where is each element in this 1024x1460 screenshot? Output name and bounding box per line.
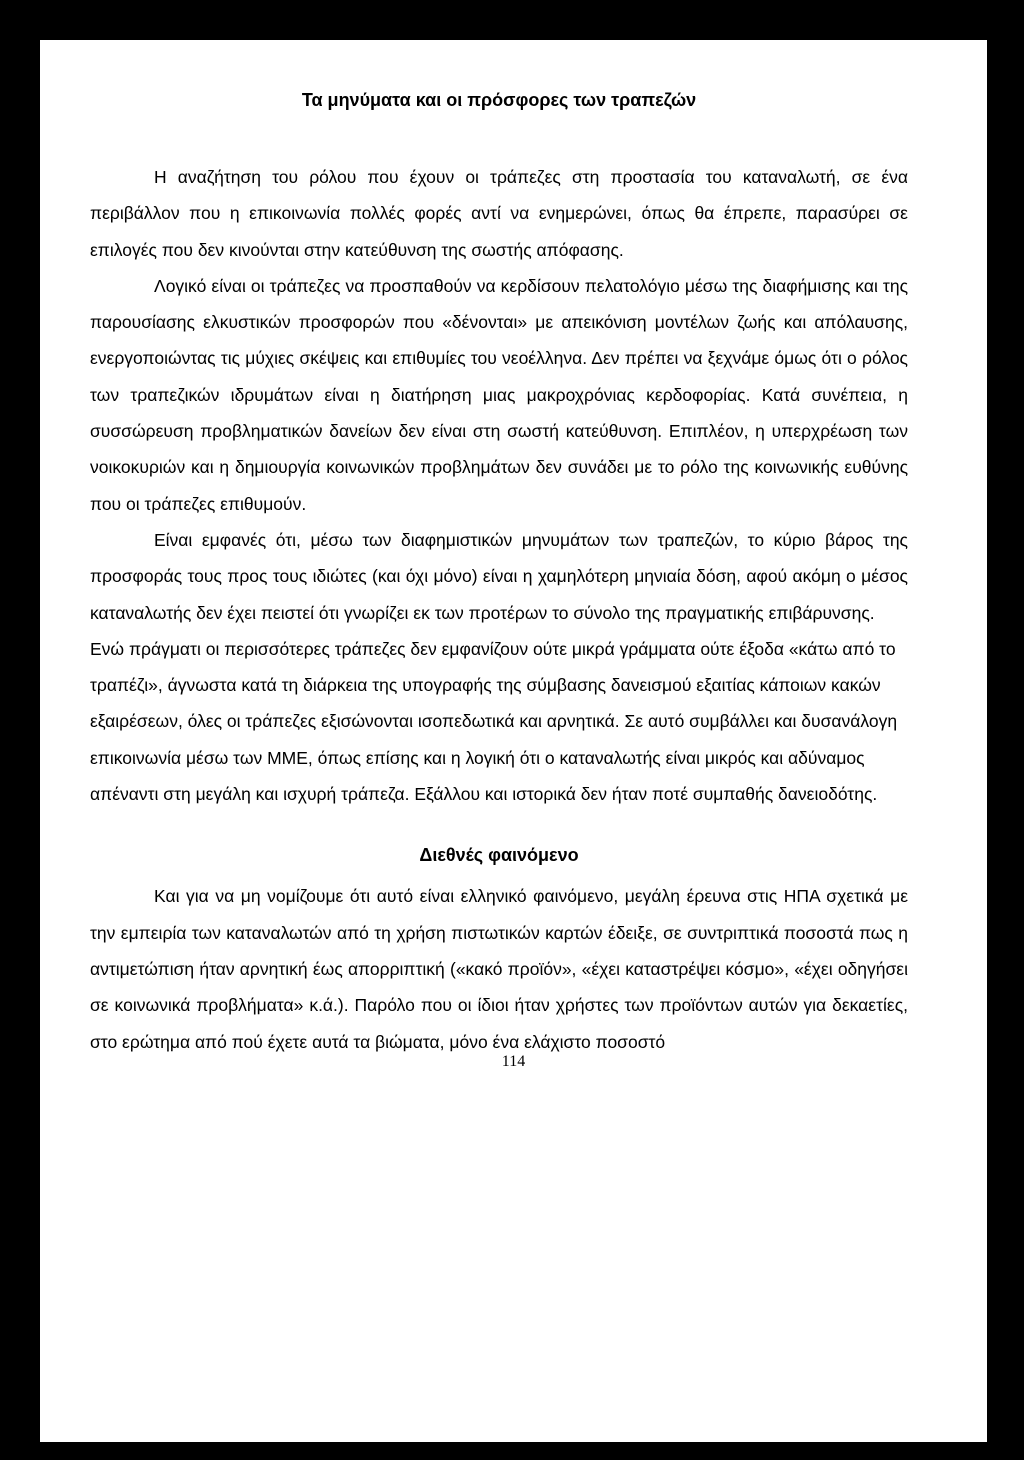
page-content <box>90 88 908 1060</box>
paragraph-bank-image: Ενώ πράγματι οι περισσότερες τράπεζες δεν εμφανίζουν ούτε μικρά γράμματα ούτε έξοδα «κάτω από το τραπέζι», άγνωστα κατά τη διάρκεια της υπογραφής της σύμβασης δανεισμού εξαιτίας κάποιων κακών εξαιρέσεων, όλες οι τράπεζες εξισώνονται ισοπεδωτικά και αρνητικά. Σε αυτό συμβάλλει και δυσανάλογη επικοινωνία μέσω των ΜΜΕ, όπως επίσης και η λογική ότι ο καταναλωτής είναι μικρός και αδύναμος απέναντι στη μεγάλη και ισχυρή τράπεζα. Εξάλλου και ιστορικά δεν ήταν ποτέ συμπαθής δανειοδότης. <box>90 638 898 805</box>
document-page <box>40 40 987 1442</box>
paragraph-international: Και για να μη νομίζουμε ότι αυτό είναι ελληνικό φαινόμενο, μεγάλη έρευνα στις ΗΠΑ σχετικά με την εμπειρία των καταναλωτών από τη χρήση πιστωτικών καρτών έδειξε, σε συντριπτικά ποσοστά πως η αντιμετώπιση ήταν αρνητική έως απορριπτική («κακό προϊόν», «έχει καταστρέψει κόσμο», «έχει οδηγήσει σε κοινωνικά προβλήματα» κ.ά.). Παρόλο που οι ίδιοι ήταν χρήστες των προϊόντων αυτών για δεκαετίες, στο ερώτημα από πού έχετε αυτά τα βιώματα, μόνο ένα ελάχιστο ποσοστό <box>90 886 908 1052</box>
section-heading: Διεθνές φαινόμενο <box>419 845 579 866</box>
paragraph-role-of-banks: Η αναζήτηση του ρόλου που έχουν οι τράπεζες στη προστασία του καταναλωτή, σε ένα περιβάλλον που η επικοινωνία πολλές φορές αντί να ενημερώνει, όπως θα έπρεπε, παρασύρει σε επιλογές που δεν κινούνται στην κατεύθυνση της σωστής απόφασης. <box>90 167 908 260</box>
paragraph-advertising: Λογικό είναι οι τράπεζες να προσπαθούν να κερδίσουν πελατολόγιο μέσω της διαφήμισης και της παρουσίασης ελκυστικών προσφορών που «δένονται» με απεικόνιση μοντέλων ζωής και απόλαυσης, ενεργοποιώντας τις μύχιες σκέψεις και επιθυμίες του νεοέλληνα. Δεν πρέπει να ξεχνάμε όμως ότι ο ρόλος των τραπεζικών ιδρυμάτων είναι η διατήρηση μιας μακροχρόνιας κερδοφορίας. Κατά συνέπεια, η συσσώρευση προβληματικών δανείων δεν είναι στη σωστή κατεύθυνση. Επιπλέον, η υπερχρέωση των νοικοκυριών και η δημιουργία κοινωνικών προβλημάτων δεν συνάδει με το ρόλο της κοινωνικής ευθύνης που οι τράπεζες επιθυμούν. <box>90 275 908 514</box>
paragraph-monthly-installment: Είναι εμφανές ότι, μέσω των διαφημιστικών μηνυμάτων των τραπεζών, το κύριο βάρος της προσφοράς τους προς τους ιδιώτες (και όχι μόνο) είναι η χαμηλότερη μηνιαία δόση, αφού ακόμη ο μέσος καταναλωτής δεν έχει πειστεί ότι γνωρίζει εκ των προτέρων το σύνολο της πραγματικής επιβάρυνσης. <box>90 529 908 623</box>
page-number: 114 <box>501 1053 526 1070</box>
page-title: Τα μηνύματα και οι πρόσφορες των τραπεζών <box>301 90 697 110</box>
